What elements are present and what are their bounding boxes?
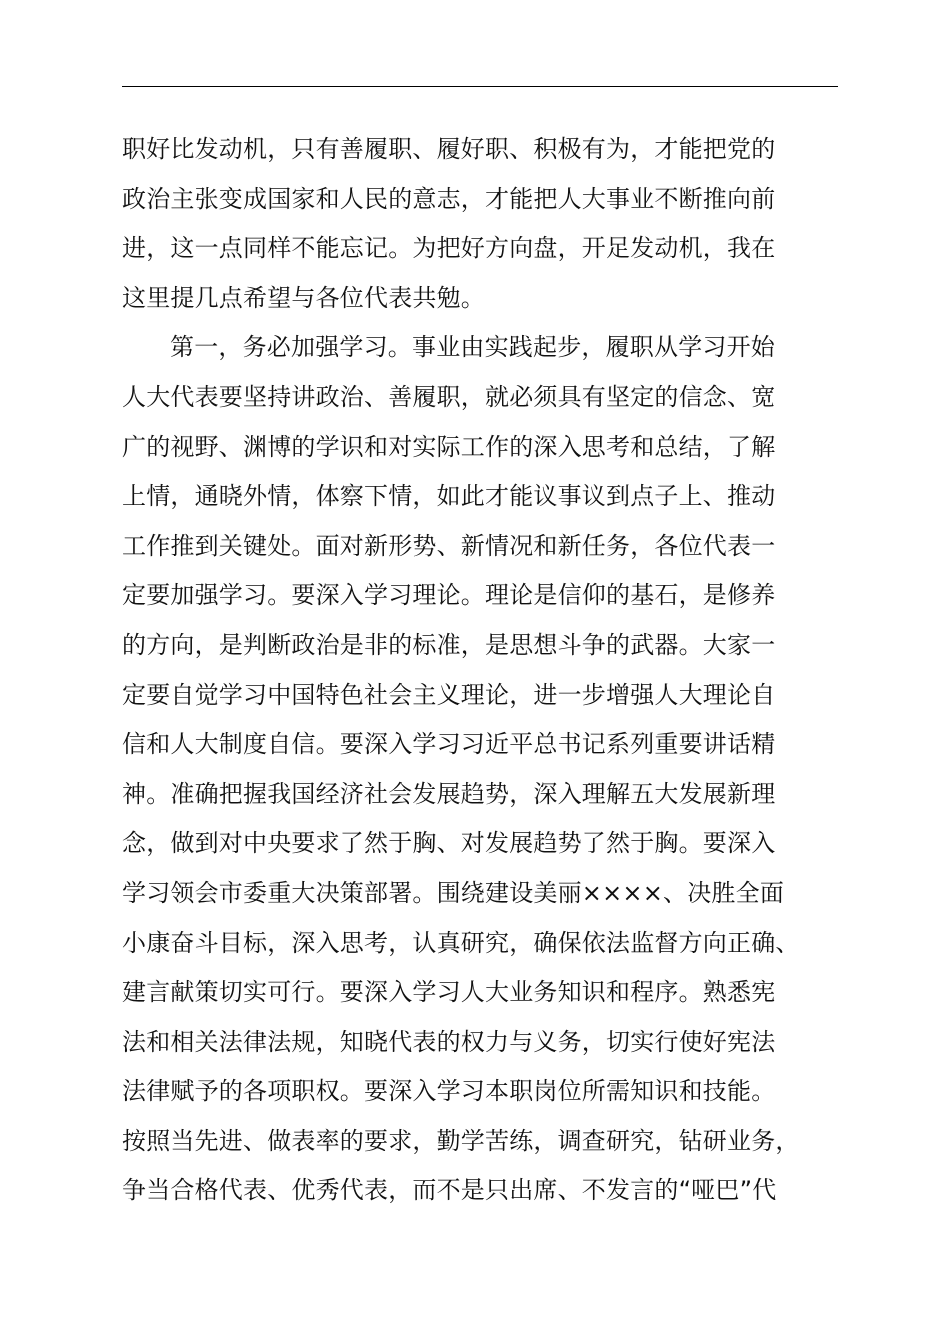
header-rule <box>122 86 838 87</box>
text-line: 争当合格代表、优秀代表，而不是只出席、不发言的“哑巴”代 <box>122 1176 777 1205</box>
text-line: 念，做到对中央要求了然于胸、对发展趋势了然于胸。要深入 <box>122 829 776 858</box>
text-line: 法和相关法律法规，知晓代表的权力与义务，切实行使好宪法 <box>122 1027 776 1056</box>
paragraph-first-line: 第一，务必加强学习。事业由实践起步，履职从学习开始 <box>170 333 775 362</box>
text-line: 这里提几点希望与各位代表共勉。 <box>122 283 485 312</box>
text-line: 定要加强学习。要深入学习理论。理论是信仰的基石，是修养 <box>122 581 776 610</box>
text-line: 学习领会市委重大决策部署。围绕建设美丽××××、决胜全面 <box>122 878 785 907</box>
text-line: 职好比发动机，只有善履职、履好职、积极有为，才能把党的 <box>122 135 776 163</box>
body-text <box>122 125 882 1216</box>
text-line: 建言献策切实可行。要深入学习人大业务知识和程序。熟悉宪 <box>122 978 776 1007</box>
text-line: 人大代表要坚持讲政治、善履职，就必须具有坚定的信念、宽 <box>122 382 776 411</box>
text-line: 进，这一点同样不能忘记。为把好方向盘，开足发动机，我在 <box>122 234 776 263</box>
text-line: 神。准确把握我国经济社会发展趋势，深入理解五大发展新理 <box>122 779 776 808</box>
text-line: 广的视野、渊博的学识和对实际工作的深入思考和总结，了解 <box>122 432 776 461</box>
text-line: 定要自觉学习中国特色社会主义理论，进一步增强人大理论自 <box>122 680 776 709</box>
text-line: 政治主张变成国家和人民的意志，才能把人大事业不断推向前 <box>122 184 776 213</box>
text-line: 上情，通晓外情，体察下情，如此才能议事议到点子上、推动 <box>122 482 776 511</box>
text-line: 法律赋予的各项职权。要深入学习本职岗位所需知识和技能。 <box>122 1077 776 1106</box>
text-line: 信和人大制度自信。要深入学习习近平总书记系列重要讲话精 <box>122 730 776 759</box>
text-line: 按照当先进、做表率的要求，勤学苦练，调查研究，钻研业务， <box>122 1126 800 1155</box>
text-line: 小康奋斗目标，深入思考，认真研究，确保依法监督方向正确、 <box>122 928 800 957</box>
text-line: 的方向，是判断政治是非的标准，是思想斗争的武器。大家一 <box>122 630 776 659</box>
text-line: 工作推到关键处。面对新形势、新情况和新任务，各位代表一 <box>122 531 776 560</box>
